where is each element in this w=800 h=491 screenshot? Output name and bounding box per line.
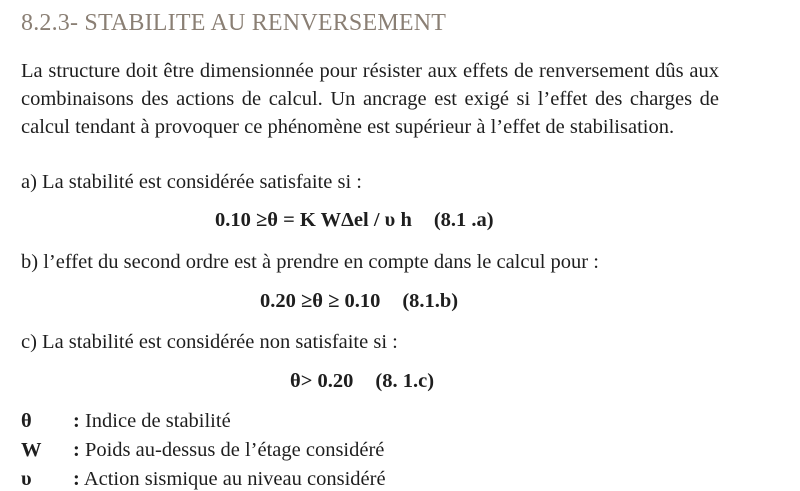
section-heading: 8.2.3- STABILITE AU RENVERSEMENT bbox=[21, 10, 447, 36]
definition-text: Action sismique au niveau considéré bbox=[83, 468, 386, 490]
definition-symbol: W bbox=[21, 439, 42, 461]
formula-b-reference: (8.1.b) bbox=[402, 290, 459, 312]
definition-symbol: θ bbox=[21, 410, 32, 432]
formula-a-expression: 0.10 ≥θ = K WΔel / υ h bbox=[215, 209, 412, 231]
formula-a bbox=[215, 209, 494, 232]
definition-colon: : bbox=[73, 410, 80, 432]
definition-upsilon bbox=[21, 468, 386, 491]
formula-b bbox=[260, 290, 458, 313]
definition-w bbox=[21, 439, 384, 462]
condition-a-text: a) La stabilité est considérée satisfaite si : bbox=[21, 171, 362, 193]
intro-paragraph: La structure doit être dimensionnée pour résister aux effets de renversement dûs aux combinaisons des actions de calcul. Un ancrage est exigé si l’effet des charges de calcul tendant à provoquer ce phénomène est supérieur à l’effet de stabilisation. bbox=[21, 60, 719, 138]
formula-c-reference: (8. 1.c) bbox=[375, 370, 435, 392]
formula-a-reference: (8.1 .a) bbox=[433, 209, 494, 231]
definition-text: Poids au-dessus de l’étage considéré bbox=[84, 439, 385, 461]
definition-text: Indice de stabilité bbox=[84, 410, 231, 432]
formula-c-expression: θ> 0.20 bbox=[290, 370, 354, 392]
definition-colon: : bbox=[73, 468, 80, 490]
definition-colon: : bbox=[73, 439, 80, 461]
condition-c-text: c) La stabilité est considérée non satisfaite si : bbox=[21, 331, 398, 353]
condition-b-text: b) l’effet du second ordre est à prendre en compte dans le calcul pour : bbox=[21, 251, 599, 273]
definition-theta bbox=[21, 410, 231, 433]
definition-symbol: υ bbox=[21, 468, 32, 490]
formula-c bbox=[290, 370, 434, 393]
formula-b-expression: 0.20 ≥θ ≥ 0.10 bbox=[260, 290, 381, 312]
